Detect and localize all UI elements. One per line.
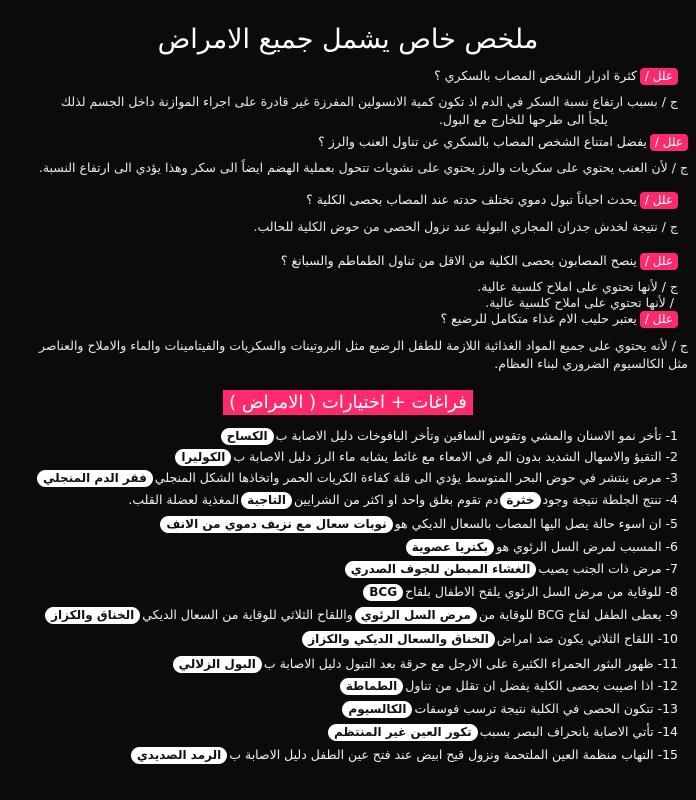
answer-pill: الغشاء المبطن للجوف الصدري [345,561,537,578]
answer-pill: الكساح [221,428,274,445]
list-item: 5- ان اسوء حالة يصل اليها المصاب بالسعال الديكي هونوبات سعال مع نزيف دموي من الانف [158,516,678,533]
answer-line: ج / نتيجة لخدش جدران المجاري البولية عند نزول الحصى من حوض الكلية للحالب. [253,219,678,234]
question-badge: علل / [640,311,678,328]
answer-pill: التاجية [241,492,292,509]
question-3 [306,192,678,209]
list-item: 2- التقيؤ والاسهال الشديد بدون الم في الامعاء مع غائط يشابه ماء الرز دليل الاصابة بالكوليرا [173,449,678,466]
answer-line: ج / لأنه يحتوي على جميع المواد الغذائية اللازمة للطفل الرضيع مثل البروتينات والسكريات والفيتامينات والماء والاملاح والعناصر [39,338,688,353]
question-1 [434,68,678,85]
list-item: 14- تأتي الاصابة بانحراف البصر بسببتكور العين غير المنتظم [326,724,678,741]
answer-pill: مرض السل الرئوي [355,607,477,624]
question-4 [281,253,678,270]
answer-pill: بكتريا عصوية [406,539,494,556]
list-item: 4- تنتج الجلطة نتيجة وجودخثرةدم تقوم بغلق واحد او اكثر من الشرايينالتاجيةالمغذية لعضلة القلب. [128,492,678,507]
question-text: يحدث احياناً تبول دموي تختلف حدته عند المصاب بحصى الكلية ؟ [306,192,637,207]
answer-line: / لأنها تحتوي على املاح كلسية عالية. [485,295,674,310]
answer-pill: الكوليرا [175,449,231,466]
question-badge: علل / [650,134,688,151]
answer-line: مثل الكالسيوم الضروري لبناء العظام. [494,356,688,371]
answer-pill: الخناق والكزاز [45,607,140,624]
page-title: ملخص خاص يشمل جميع الامراض [157,24,539,55]
answer-pill: الكالسيوم [342,701,412,718]
list-item: 8- للوقاية من مرض السل الرئوي يلقح الاطفال بلقاحBCG [361,584,678,601]
question-5 [441,311,678,328]
answer-line: ج / لأنها تحتوي على املاح كلسية عالية. [477,279,678,294]
list-item: 10- اللقاح الثلاثي يكون ضد امراضالخناق والسعال الديكي والكزاز [300,631,678,648]
answer-pill: الرمد الصديدي [131,747,227,764]
list-item: 9- يعطى الطفل لقاح BCG للوقاية منمرض السل الرئويواللقاح الثلاثي للوقاية من السعال الديكيالخناق والكزاز [43,607,678,624]
answer-pill: الخناق والسعال الديكي والكزاز [302,631,495,648]
list-item: 3- مرض ينتشر في حوض البحر المتوسط يؤدي الى قلة كفاءة الكريات الحمر واتخاذها الشكل المنجليفقر الدم المنجلي [35,470,678,487]
answer-line: يلجأ الى طرحها للخارج مع البول. [438,112,608,127]
question-text: كثرة ادرار الشخص المصاب بالسكري ؟ [434,68,637,83]
answer-pill: نوبات سعال مع نزيف دموي من الانف [160,516,392,533]
list-item: 1- تأخر نمو الاسنان والمشي وتقوس الساقين وتأخر اليافوخات دليل الاصابة بالكساح [219,428,678,445]
list-item: 12- اذا اصيبت بحصى الكلية يفضل ان تقلل من تناولالطماطة [338,678,678,695]
answer-pill: البول الزلالي [173,656,262,673]
answer-pill: خثرة [500,492,540,509]
list-item: 11- ظهور البثور الحمراء الكثيرة على الارجل مع حرقة بعد التبول دليل الاصابة بالبول الزلالي [171,656,678,673]
answer-pill: تكور العين غير المنتظم [328,724,478,741]
section-title: فراغات + اختيارات ( الامراض ) [0,392,696,413]
question-2 [318,134,688,151]
answer-pill: الطماطة [340,678,403,695]
answer-pill: BCG [363,584,403,601]
question-badge: علل / [640,253,678,270]
question-text: يعتبر حليب الام غذاء متكامل للرضيع ؟ [440,311,637,326]
question-badge: علل / [640,68,678,85]
answer-line: ج / بسبب ارتفاع نسبة السكر في الدم اذ تكون كمية الانسولين المفرزة غير قادرة على اجراء الموازنة داخل الجسم لذلك [60,94,678,109]
list-item: 15- التهاب منظمة العين الملتحمة ونزول قيح ابيض عند فتح عين الطفل دليل الاصابة بالرمد الصديدي [129,747,678,764]
answer-pill: فقر الدم المنجلي [37,470,153,487]
list-item: 7- مرض ذات الجنب يصيبالغشاء المبطن للجوف الصدري [343,561,678,578]
list-item: 13- تتكون الحصى في الكلية نتيجة ترسب فوسفاتالكالسيوم [340,701,678,718]
question-text: ينصح المصابون بحصى الكلية من الاقل من تناول الطماطم والسبانغ ؟ [280,253,637,268]
question-badge: علل / [640,192,678,209]
answer-line: ج / لأن العنب يحتوي على سكريات والرز يحتوي على نشويات تتحول بعملية الهضم ايضاً الى سكر وهذا يؤدي الى ارتفاع النسبة. [38,160,688,175]
question-text: يفضل امتناع الشخص المصاب بالسكري عن تناول العنب والرز ؟ [318,134,647,149]
list-item: 6- المسبب لمرض السل الرئوي هوبكتريا عصوية [404,539,678,556]
